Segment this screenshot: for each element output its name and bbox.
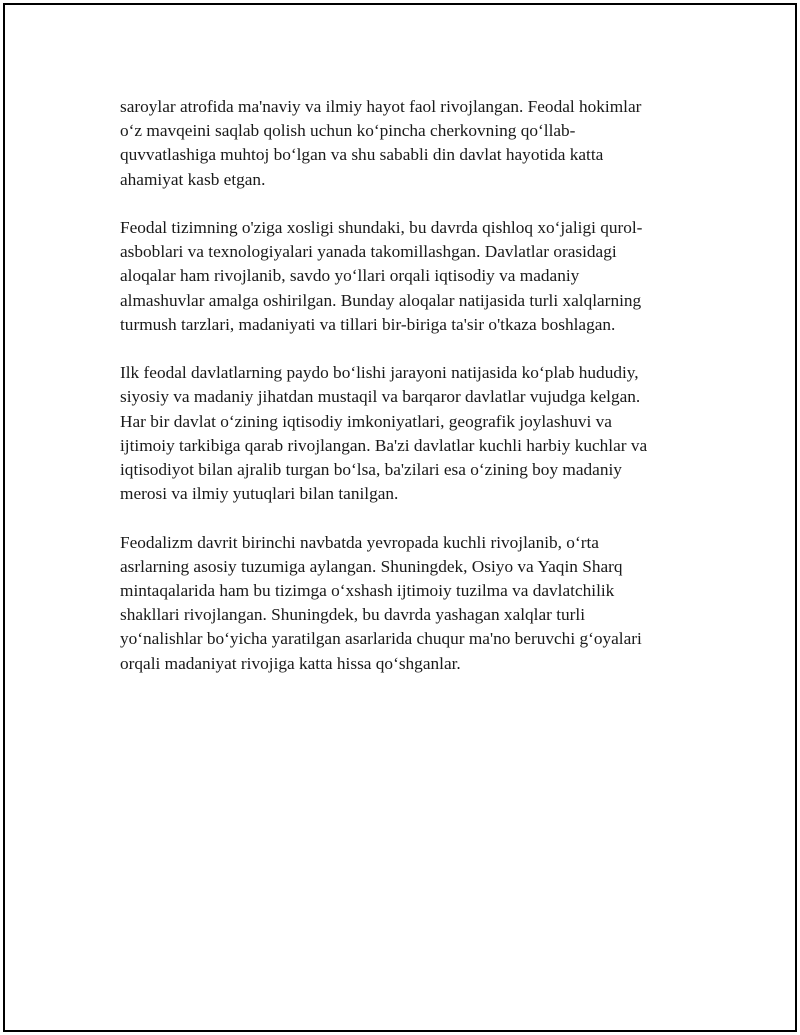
text-line: o‘z mavqeini saqlab qolish uchun ko‘pincha cherkovning qo‘llab-	[120, 121, 576, 141]
paragraph-4	[120, 531, 690, 676]
text-line: almashuvlar amalga oshirilgan. Bunday aloqalar natijasida turli xalqlarning	[120, 290, 642, 310]
document-body	[120, 95, 690, 700]
text-line: Feodalizm davrit birinchi navbatda yevropada kuchli rivojlanib, o‘rta	[120, 532, 599, 552]
text-line: Ilk feodal davlatlarning paydo bo‘lishi jarayoni natijasida ko‘plab hududiy,	[120, 363, 639, 383]
text-line: orqali madaniyat rivojiga katta hissa qo‘shganlar.	[120, 653, 461, 673]
text-line: saroylar atrofida ma'naviy va ilmiy hayot faol rivojlangan. Feodal hokimlar	[120, 97, 642, 116]
document-page	[3, 3, 797, 1032]
text-line: Har bir davlat o‘zining iqtisodiy imkoniyatlari, geografik joylashuvi va	[120, 411, 612, 431]
text-line: mintaqalarida ham bu tizimga o‘xshash ijtimoiy tuzilma va davlatchilik	[120, 581, 615, 601]
text-line: merosi va ilmiy yutuqlari bilan tanilgan.	[120, 484, 399, 504]
text-line: quvvatlashiga muhtoj bo‘lgan va shu sababli din davlat hayotida katta	[120, 145, 604, 165]
text-line: iqtisodiyot bilan ajralib turgan bo‘lsa, ba'zilari esa o‘zining boy madaniy	[120, 460, 622, 480]
text-line: ahamiyat kasb etgan.	[120, 169, 266, 189]
text-line: turmush tarzlari, madaniyati va tillari bir-biriga ta'sir o'tkaza boshlagan.	[120, 314, 616, 334]
text-line: asboblari va texnologiyalari yanada takomillashgan. Davlatlar orasidagi	[120, 242, 617, 262]
text-line: asrlarning asosiy tuzumiga aylangan. Shuningdek, Osiyo va Yaqin Sharq	[120, 556, 623, 576]
paragraph-3	[120, 361, 690, 506]
text-line: aloqalar ham rivojlanib, savdo yo‘llari orqali iqtisodiy va madaniy	[120, 266, 580, 286]
text-line: Feodal tizimning o'ziga xosligi shundaki, bu davrda qishloq xo‘jaligi qurol-	[120, 218, 643, 237]
paragraph-2	[120, 216, 690, 337]
text-line: shakllari rivojlangan. Shuningdek, bu davrda yashagan xalqlar turli	[120, 605, 586, 625]
text-line: siyosiy va madaniy jihatdan mustaqil va barqaror davlatlar vujudga kelgan.	[120, 387, 641, 407]
paragraph-1	[120, 95, 690, 192]
text-line: ijtimoiy tarkibiga qarab rivojlangan. Ba'zi davlatlar kuchli harbiy kuchlar va	[120, 435, 648, 455]
text-line: yo‘nalishlar bo‘yicha yaratilgan asarlarida chuqur ma'no beruvchi g‘oyalari	[120, 629, 642, 649]
